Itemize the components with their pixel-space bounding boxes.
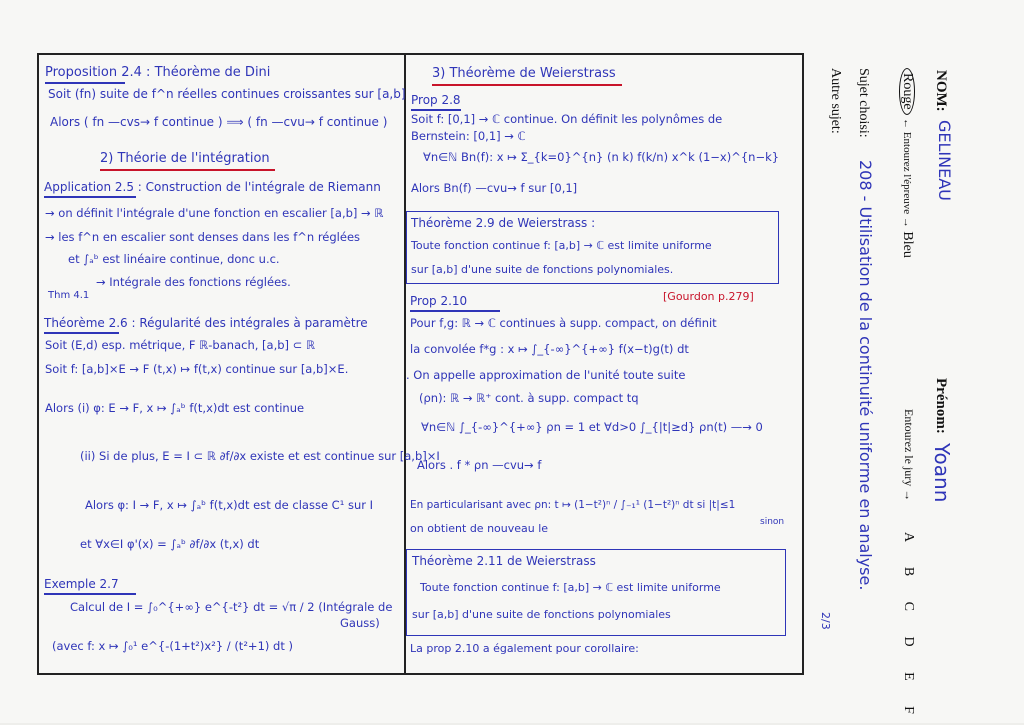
color-instruction: ← Entourez l'épreuve → (901, 118, 913, 228)
app25-line1: → on définit l'intégrale d'une fonction en escalier [a,b] → ℝ (45, 206, 384, 220)
prenom-label: Prénom: (933, 378, 949, 434)
ex27-line1b: Gauss) (340, 616, 380, 630)
prop210-line7: En particularisant avec ρn: t ↦ (1−t²)ⁿ / ∫₋₁¹ (1−t²)ⁿ dt si |t|≤1 (410, 499, 736, 511)
thm211-line3: La prop 2.10 a également pour corollaire: (410, 642, 639, 655)
prop210-line7b: sinon (760, 517, 785, 527)
prop24-title: Proposition 2.4 : Théorème de Dini (45, 65, 271, 80)
sujet-label: Sujet choisi: (856, 68, 871, 138)
thm26-line2: Soit f: [a,b]×E → F (t,x) ↦ f(t,x) continue sur [a,b]×E. (45, 362, 349, 376)
prop28-title: Prop 2.8 (411, 93, 461, 107)
thm211-line1: Toute fonction continue f: [a,b] → ℂ est limite uniforme (420, 581, 721, 594)
jury-letters[interactable]: A B C D E F (901, 532, 916, 725)
thm26-line6: et ∀x∈I φ'(x) = ∫ₐᵇ ∂f/∂x (t,x) dt (80, 537, 260, 551)
thm211-title: Théorème 2.11 de Weierstrass (412, 554, 596, 568)
nom-label: NOM: (933, 70, 949, 112)
prop210-title: Prop 2.10 (410, 294, 468, 308)
ex27-title: Exemple 2.7 (44, 577, 119, 591)
prop210-underline (410, 310, 500, 312)
thm211-line2: sur [a,b] d'une suite de fonctions polynomiales (412, 608, 671, 621)
section2-title: 2) Théorie de l'intégration (100, 151, 270, 166)
jury-instruction: Entourez le jury → (902, 409, 916, 502)
thm29-title: Théorème 2.9 de Weierstrass : (411, 216, 596, 230)
thm26-title: Théorème 2.6 : Régularité des intégrales à paramètre (44, 316, 368, 330)
prop24-line2: Alors ( fn —cvs→ f continue ) ⟹ ( fn —cvu→ f continue ) (50, 115, 388, 129)
thm29-line1: Toute fonction continue f: [a,b] → ℂ est limite uniforme (411, 239, 712, 252)
epreuve-selector (899, 68, 915, 258)
thm26-line4: (ii) Si de plus, E = I ⊂ ℝ ∂f/∂x existe et est continue sur [a,b]×I (80, 449, 440, 463)
thm26-line1: Soit (E,d) esp. métrique, F ℝ-banach, [a,b] ⊂ ℝ (45, 338, 316, 352)
prenom-value: Yoann (930, 443, 954, 503)
section3-underline (432, 84, 622, 86)
prop210-reference: [Gourdon p.279] (663, 290, 754, 303)
prop28-line1: Soit f: [0,1] → ℂ continue. On définit les polynômes de (411, 112, 723, 126)
prop210-line3: . On appelle approximation de l'unité toute suite (406, 368, 686, 382)
sujet-value: 208 - Utilisation de la continuité uniforme en analyse. (856, 160, 875, 591)
thm26-line5: Alors φ: I → F, x ↦ ∫ₐᵇ f(t,x)dt est de classe C¹ sur I (85, 498, 374, 512)
prop28-line4: Alors Bn(f) —cvu→ f sur [0,1] (411, 181, 578, 195)
prop210-line2: la convolée f*g : x ↦ ∫_{-∞}^{+∞} f(x−t)g(t) dt (410, 342, 689, 356)
thm29-line2: sur [a,b] d'une suite de fonctions polynomiales. (411, 263, 674, 276)
bleu-option[interactable]: Bleu (900, 231, 915, 258)
thm26-line3: Alors (i) φ: E → F, x ↦ ∫ₐᵇ f(t,x)dt est continue (45, 401, 305, 415)
prop210-line6: Alors . f * ρn —cvu→ f (417, 458, 542, 472)
thm26-underline (44, 332, 119, 334)
page-number: 2/3 (819, 612, 832, 630)
prop24-line1: Soit (fn) suite de f^n réelles continues croissantes sur [a,b] (48, 87, 406, 101)
prop28-line3: ∀n∈ℕ Bn(f): x ↦ Σ_{k=0}^{n} (n k) f(k/n) x^k (1−x)^{n−k} (423, 150, 780, 164)
section2-underline (100, 169, 275, 171)
section3-title: 3) Théorème de Weierstrass (432, 66, 616, 81)
prop210-line8: on obtient de nouveau le (410, 522, 549, 535)
ex27-underline (44, 593, 136, 595)
prop24-underline (45, 82, 125, 84)
app25-title: Application 2.5 : Construction de l'intégrale de Riemann (44, 180, 381, 194)
nom-value: GELINEAU (935, 120, 954, 201)
ex27-line2: (avec f: x ↦ ∫₀¹ e^{-(1+t²)x²} / (t²+1) dt ) (52, 639, 293, 653)
prop210-line4: (ρn): ℝ → ℝ⁺ cont. à supp. compact tq (419, 391, 639, 405)
prop210-line1: Pour f,g: ℝ → ℂ continues à supp. compact, on définit (410, 316, 717, 330)
prop210-line5: ∀n∈ℕ ∫_{-∞}^{+∞} ρn = 1 et ∀d>0 ∫_{|t|≥d} ρn(t) —→ 0 (421, 420, 763, 434)
app25-line4: → Intégrale des fonctions réglées. (96, 275, 291, 289)
prop28-underline (411, 109, 461, 111)
thm-ref: Thm 4.1 (48, 290, 90, 301)
autre-sujet-label: Autre sujet: (828, 68, 843, 134)
ex27-line1: Calcul de I = ∫₀^{+∞} e^{-t²} dt = √π / 2 (Intégrale de (70, 600, 393, 614)
app25-line2: → les f^n en escalier sont denses dans les f^n réglées (45, 230, 361, 244)
prop28-line2: Bernstein: [0,1] → ℂ (411, 129, 526, 143)
app25-underline (44, 196, 136, 198)
rouge-option[interactable]: Rouge (899, 68, 915, 115)
app25-line3: et ∫ₐᵇ est linéaire continue, donc u.c. (68, 252, 280, 266)
